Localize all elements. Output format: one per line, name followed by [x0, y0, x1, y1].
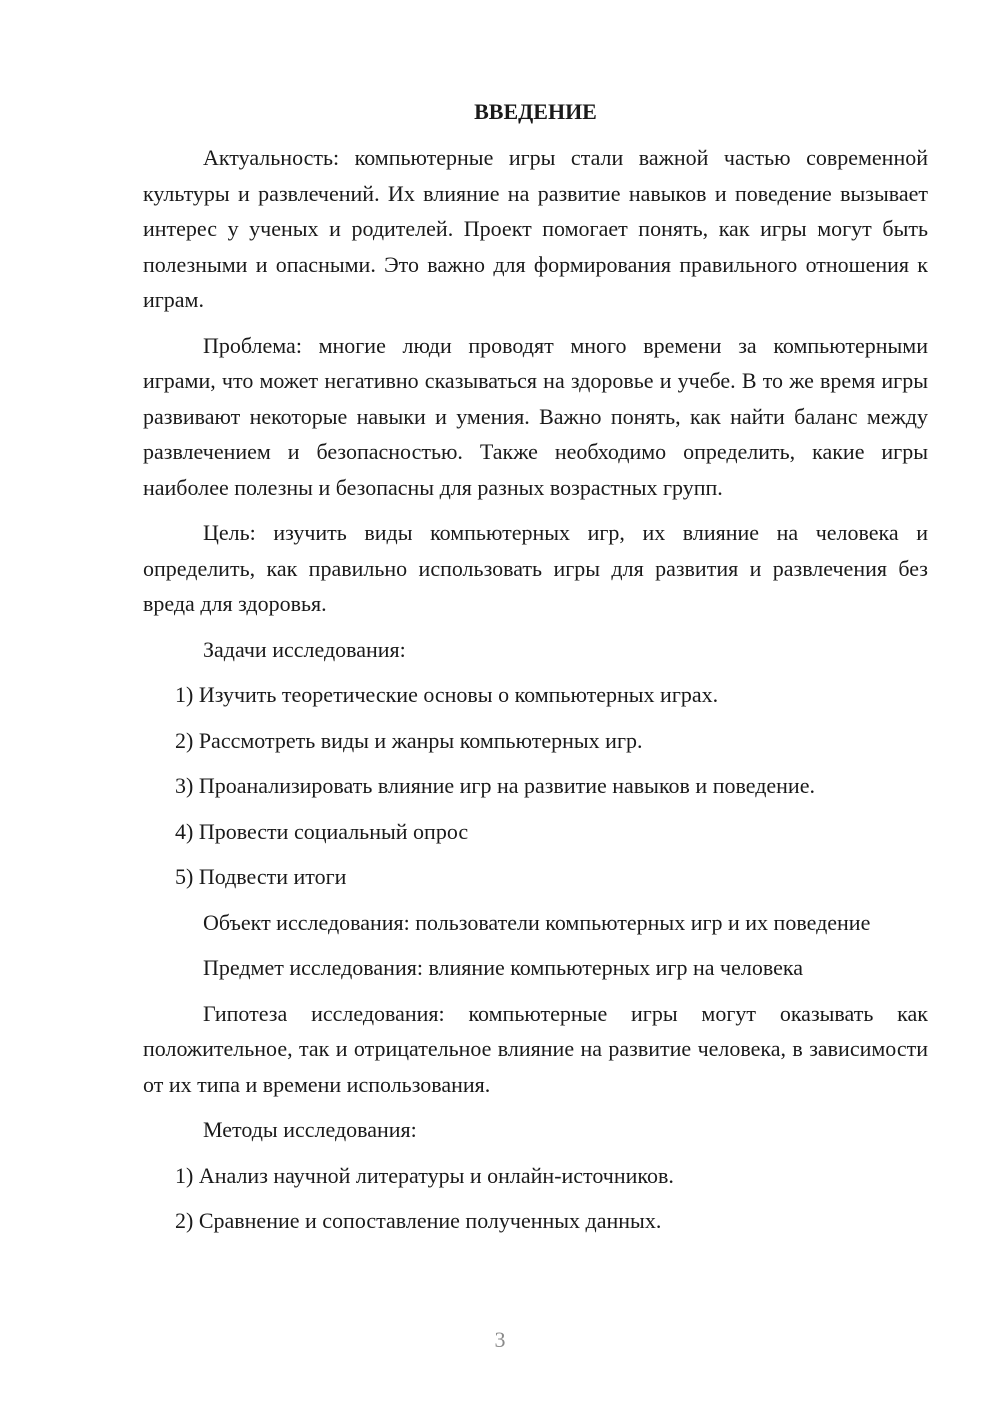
task-item: 4) Провести социальный опрос [175, 818, 469, 844]
problem-paragraph: Проблема: многие люди проводят много времени за компьютерными играми, что может негативно сказываться на здоровье и учебе. В то же время игры развивают некоторые навыки и умения. Важно понять, как найти баланс между развлечением и безопасностью. Также необходимо определить, какие игры наиболее полезны и безопасны для разных возрастных групп. [143, 332, 928, 500]
page-number: 3 [494, 1327, 506, 1352]
task-item: 2) Рассмотреть виды и жанры компьютерных игр. [175, 727, 643, 753]
subject-paragraph: Предмет исследования: влияние компьютерных игр на человека [203, 955, 803, 980]
object-paragraph: Объект исследования: пользователи компьютерных игр и их поведение [203, 909, 871, 935]
methods-heading: Методы исследования: [203, 1117, 417, 1142]
goal-paragraph: Цель: изучить виды компьютерных игр, их влияние на человека и определить, как правильно использовать игры для развития и развлечения без вреда для здоровья. [143, 520, 928, 616]
task-item: 1) Изучить теоретические основы о компьютерных играх. [175, 682, 719, 707]
document-page [143, 94, 928, 1249]
task-item: 5) Подвести итоги [175, 864, 347, 889]
hypothesis-paragraph: Гипотеза исследования: компьютерные игры могут оказывать как положительное, так и отрицательное влияние на развитие человека, в зависимости от их типа и времени использования. [143, 1000, 928, 1097]
section-title: ВВЕДЕНИЕ [474, 99, 597, 124]
task-item: 3) Проанализировать влияние игр на развитие навыков и поведение. [175, 773, 815, 798]
method-item: 1) Анализ научной литературы и онлайн-источников. [175, 1162, 674, 1188]
relevance-paragraph: Актуальность: компьютерные игры стали важной частью современной культуры и развлечений. Их влияние на развитие навыков и поведение вызывает интерес у ученых и родителей. Проект помогает понять, как игры могут быть полезными и опасными. Это важно для формирования правильного отношения к играм. [143, 145, 928, 312]
method-item: 2) Сравнение и сопоставление полученных данных. [175, 1208, 662, 1233]
tasks-heading: Задачи исследования: [203, 636, 406, 662]
